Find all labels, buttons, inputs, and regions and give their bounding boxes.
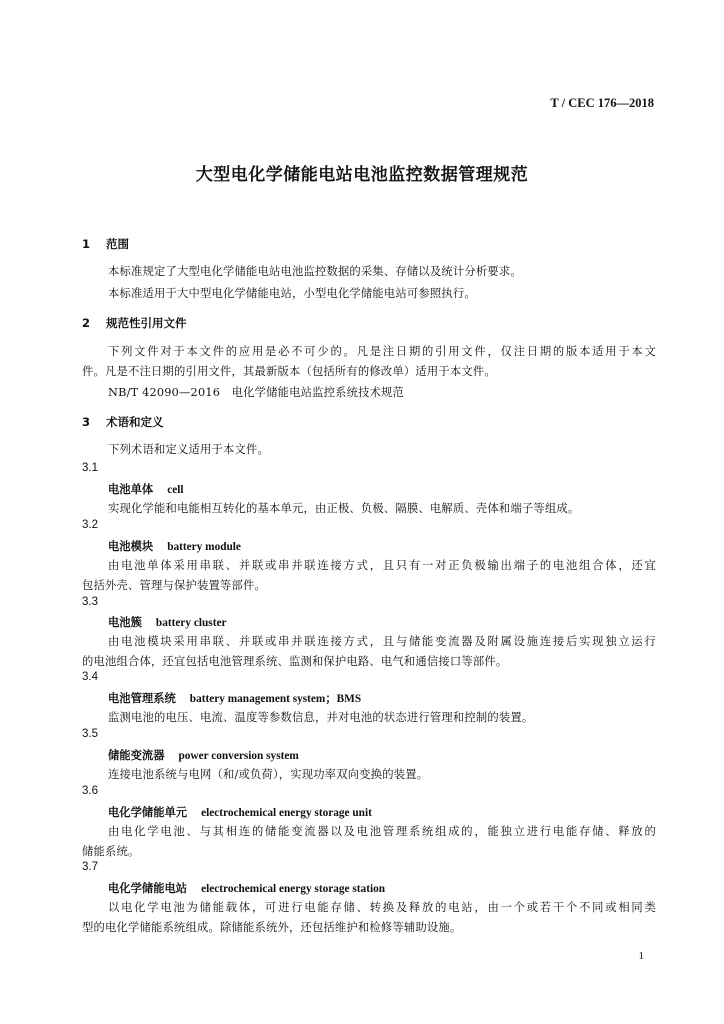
- term-heading: [108, 690, 361, 706]
- reference-entry: NB/T 42090—2016 电化学储能电站监控系统技术规范: [108, 386, 405, 399]
- section-title: 术语和定义: [106, 415, 164, 429]
- term-number: 3.7: [82, 861, 98, 873]
- term-zh: 电池簇: [108, 616, 142, 629]
- term-zh: 储能变流器: [108, 749, 165, 762]
- term-definition-line: 包括外壳、管理与保护装置等部件。: [82, 579, 266, 592]
- term-en: electrochemical energy storage unit: [201, 807, 372, 819]
- term-definition-line: 的电池组合体，还宜包括电池管理系统、监测和保护电路、电气和通信接口等部件。: [82, 655, 508, 668]
- term-heading: [108, 880, 385, 896]
- term-en: battery module: [167, 541, 241, 553]
- term-heading: [108, 614, 226, 630]
- paragraph: 下列术语和定义适用于本文件。: [108, 443, 269, 456]
- page-number: 1: [638, 950, 644, 962]
- term-definition-line: 型的电化学储能系统组成。除储能系统外，还包括维护和检修等辅助设施。: [82, 921, 462, 934]
- term-zh: 电池管理系统: [108, 692, 176, 705]
- section-1-heading: [82, 236, 129, 252]
- section-title: 规范性引用文件: [106, 316, 187, 330]
- term-en: electrochemical energy storage station: [201, 883, 386, 895]
- term-heading: [108, 747, 299, 763]
- term-definition-line: 由电池模块采用串联、并联或串并联连接方式，且与储能变流器及附属设施连接后实现独立运行: [108, 635, 656, 648]
- term-number: 3.2: [82, 519, 98, 531]
- term-zh: 电池单体: [108, 483, 154, 496]
- paragraph: 本标准适用于大中型电化学储能电站，小型电化学储能电站可参照执行。: [108, 287, 476, 300]
- term-definition-line: 储能系统。: [82, 845, 140, 858]
- term-heading: [108, 538, 241, 554]
- term-number: 3.4: [82, 671, 98, 683]
- term-heading: [108, 804, 372, 820]
- document-title: 大型电化学储能电站电池监控数据管理规范: [195, 165, 529, 185]
- term-zh: 电化学储能电站: [108, 882, 188, 895]
- term-number: 3.5: [82, 728, 98, 740]
- section-3-heading: [82, 414, 164, 430]
- standard-code-header: T / CEC 176—2018: [550, 96, 654, 110]
- section-title: 范围: [106, 237, 129, 251]
- term-definition-line: 以电化学电池为储能载体，可进行电能存储、转换及释放的电站，由一个或若干个不同或相同类: [108, 901, 656, 914]
- term-zh: 电池模块: [108, 540, 154, 553]
- section-number: 1: [82, 237, 91, 251]
- term-number: 3.6: [82, 785, 98, 797]
- paragraph-line: 下列文件对于本文件的应用是必不可少的。凡是注日期的引用文件，仅注日期的版本适用于本文: [108, 345, 656, 358]
- term-heading: [108, 481, 184, 497]
- term-definition: 连接电池系统与电网（和/或负荷），实现功率双向变换的装置。: [108, 768, 429, 781]
- term-en: battery cluster: [155, 617, 227, 629]
- section-number: 3: [82, 415, 91, 429]
- term-definition-line: 由电化学电池、与其相连的储能变流器以及电池管理系统组成的，能独立进行电能存储、释放的: [108, 825, 656, 838]
- term-definition: 实现化学能和电能相互转化的基本单元，由正极、负极、隔膜、电解质、壳体和端子等组成。: [108, 502, 580, 515]
- term-number: 3.1: [82, 462, 98, 474]
- term-en: cell: [167, 484, 184, 496]
- paragraph-line: 件。凡是不注日期的引用文件，其最新版本（包括所有的修改单）适用于本文件。: [82, 365, 496, 378]
- term-en: battery management system；BMS: [189, 693, 362, 705]
- term-definition-line: 由电池单体采用串联、并联或串并联连接方式，且只有一对正负极输出端子的电池组合体，还宜: [108, 559, 656, 572]
- section-number: 2: [82, 316, 91, 330]
- term-number: 3.3: [82, 596, 98, 608]
- term-en: power conversion system: [178, 750, 299, 762]
- paragraph: 本标准规定了大型电化学储能电站电池监控数据的采集、存储以及统计分析要求。: [108, 265, 522, 278]
- term-definition: 监测电池的电压、电流、温度等参数信息，并对电池的状态进行管理和控制的装置。: [108, 711, 534, 724]
- term-zh: 电化学储能单元: [108, 806, 188, 819]
- section-2-heading: [82, 315, 187, 331]
